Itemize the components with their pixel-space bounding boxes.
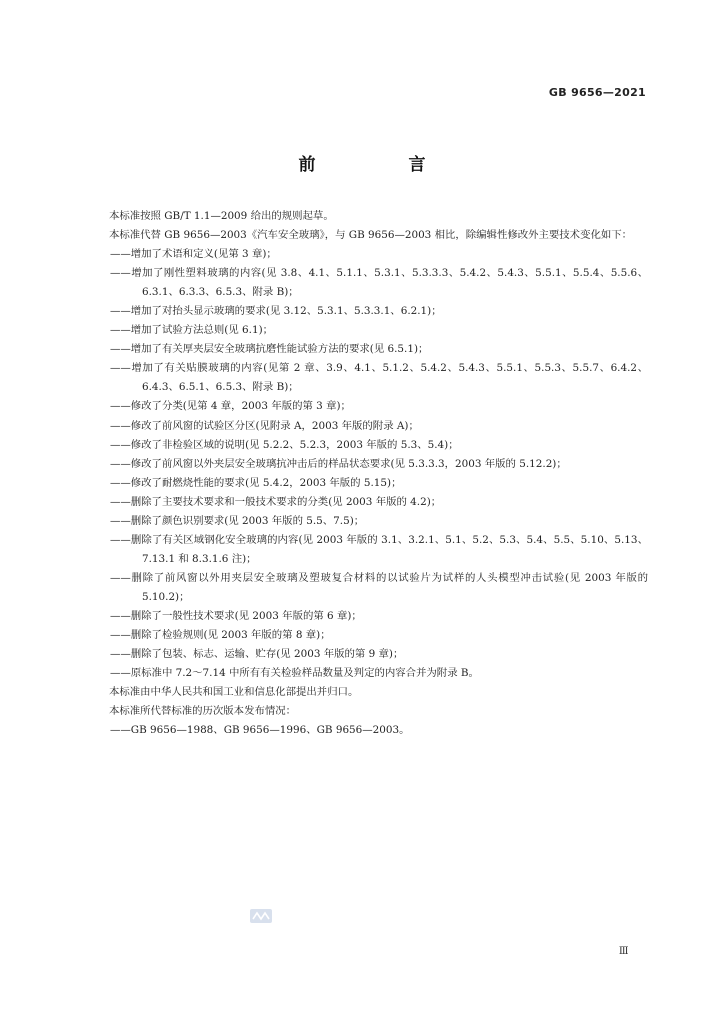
change-list-item: ——删除了颜色识别要求(见 2003 年版的 5.5、7.5)；: [110, 514, 365, 527]
standard-code: GB 9656—2021: [548, 86, 646, 99]
change-list-item: ——增加了试验方法总则(见 6.1)；: [110, 324, 274, 337]
body-paragraph: 本标准所代替标准的历次版本发布情况：: [109, 705, 297, 718]
change-list-item: ——删除了主要技术要求和一般技术要求的分类(见 2003 年版的 4.2)；: [110, 495, 442, 508]
foreword-body: [88, 207, 648, 740]
change-list-item: ——删除了有关区域钢化安全玻璃的内容(见 2003 年版的 3.1、3.2.1、5.1、5.2、5.3、5.4、5.5、5.10、5.13、7.13.1 和 8.3.1.6 注)；: [110, 533, 648, 565]
page-number: Ⅲ: [618, 946, 629, 957]
body-paragraph: 本标准按照 GB/T 1.1—2009 给出的规则起草。: [109, 210, 334, 222]
body-paragraph: 本标准由中华人民共和国工业和信息化部提出并归口。: [109, 686, 359, 699]
change-list-item: ——原标准中 7.2～7.14 中所有有关检验样品数量及判定的内容合并为附录 B。: [110, 667, 479, 680]
page-title: 前 言: [298, 155, 464, 175]
watermark-logo-icon: [250, 909, 272, 923]
change-list-item: ——GB 9656—1988、GB 9656—1996、GB 9656—2003。: [110, 724, 410, 737]
change-list-item: ——修改了前风窗以外夹层安全玻璃抗冲击后的样品状态要求(见 5.3.3.3，2003 年版的 5.12.2)；: [110, 457, 567, 470]
change-list-item: ——增加了对抬头显示玻璃的要求(见 3.12、5.3.1、5.3.3.1、6.2.1)；: [110, 305, 442, 318]
change-list-item: ——修改了前风窗的试验区分区(见附录 A，2003 年版的附录 A)；: [110, 419, 419, 432]
change-list-item: ——删除了前风窗以外用夹层安全玻璃及塑玻复合材料的以试验片为试样的人头模型冲击试验(见 2003 年版的 5.10.2)；: [110, 571, 648, 603]
change-list-item: ——删除了检验规则(见 2003 年版的第 8 章)；: [110, 629, 331, 642]
change-list-item: ——增加了术语和定义(见第 3 章)；: [110, 248, 277, 261]
change-list-item: ——增加了刚性塑料玻璃的内容(见 3.8、4.1、5.1.1、5.3.1、5.3.3.3、5.4.2、5.4.3、5.5.1、5.5.4、5.5.6、6.3.1、6.3.3、6.5.3、附录 B)；: [110, 267, 648, 299]
change-list-item: ——修改了耐燃烧性能的要求(见 5.4.2，2003 年版的 5.15)；: [110, 476, 402, 489]
body-paragraph: 本标准代替 GB 9656—2003《汽车安全玻璃》，与 GB 9656—2003 相比，除编辑性修改外主要技术变化如下：: [109, 229, 633, 242]
change-list-item: ——修改了非检验区域的说明(见 5.2.2、5.2.3，2003 年版的 5.3、5.4)；: [110, 438, 459, 451]
change-list-item: ——增加了有关厚夹层安全玻璃抗磨性能试验方法的要求(见 6.5.1)；: [110, 343, 429, 356]
change-list-item: ——删除了包装、标志、运输、贮存(见 2003 年版的第 9 章)；: [110, 648, 404, 661]
change-list-item: ——删除了一般性技术要求(见 2003 年版的第 6 章)；: [110, 609, 362, 622]
change-list-item: ——增加了有关贴膜玻璃的内容(见第 2 章、3.9、4.1、5.1.2、5.4.2、5.4.3、5.5.1、5.5.3、5.5.7、6.4.2、6.4.3、6.5.1、6.5.3、附录 B)；: [110, 362, 648, 394]
change-list-item: ——修改了分类(见第 4 章，2003 年版的第 3 章)；: [110, 400, 351, 413]
